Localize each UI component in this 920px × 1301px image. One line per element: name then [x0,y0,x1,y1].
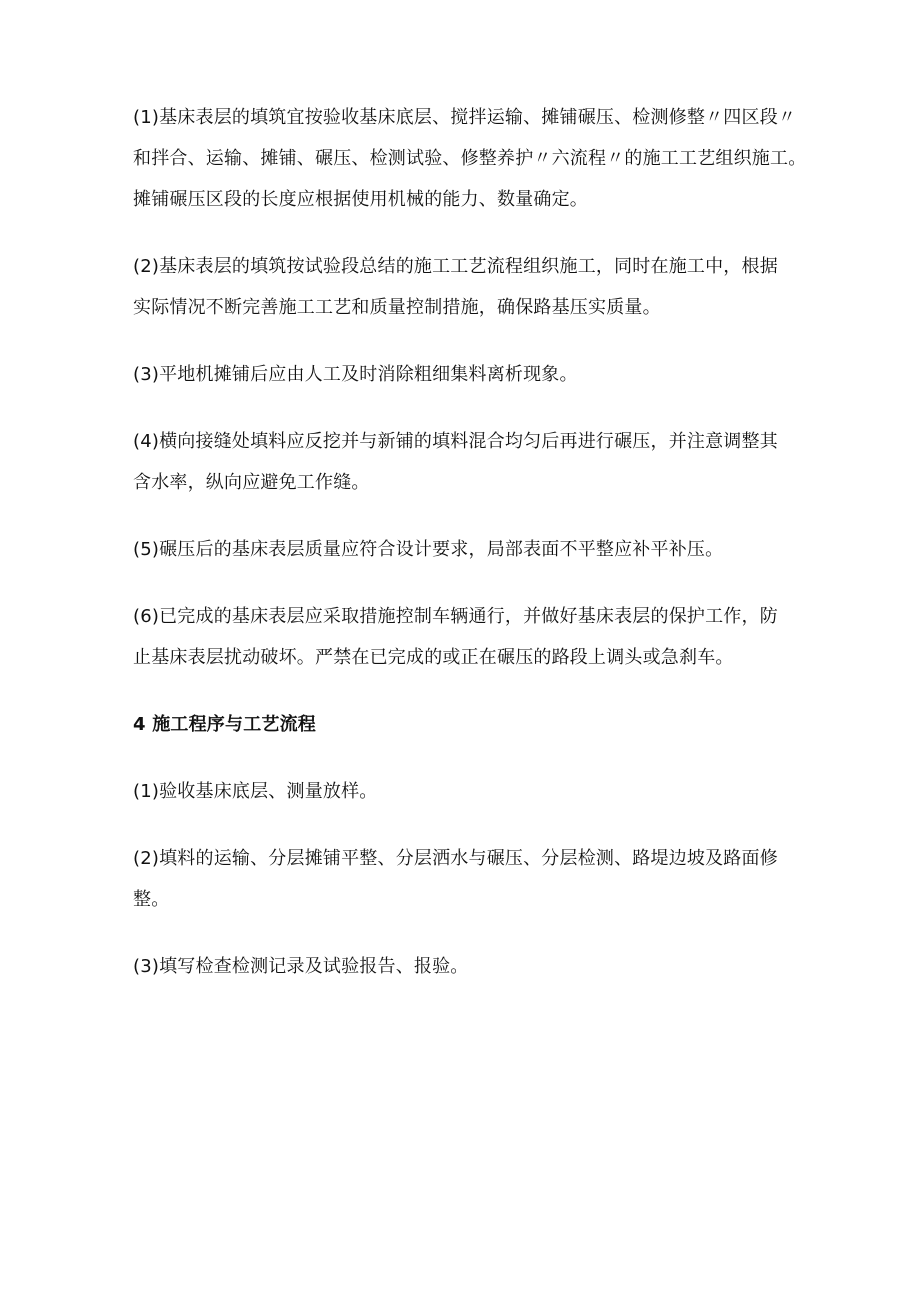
paragraph-line: (3)填写检查检测记录及试验报告、报验。 [133,956,469,977]
step-1 [133,771,803,812]
paragraph-2 [133,246,803,328]
paragraph-1 [133,97,807,220]
paragraph-line: 止基床表层扰动破坏。严禁在已完成的或正在碾压的路段上调头或急刹车。 [133,647,734,668]
paragraph-line: (3)平地机摊铺后应由人工及时消除粗细集料离析现象。 [133,364,578,385]
paragraph-5 [133,529,803,570]
section-heading: 4 施工程序与工艺流程 [133,714,316,735]
paragraph-line: (2)基床表层的填筑按试验段总结的施工工艺流程组织施工，同时在施工中，根据 [133,256,778,277]
step-3 [133,946,803,987]
paragraph-6 [133,596,803,678]
paragraph-line: (6)已完成的基床表层应采取措施控制车辆通行，并做好基床表层的保护工作，防 [133,606,778,627]
step-2 [133,838,803,920]
paragraph-line: 整。 [133,889,170,910]
paragraph-line: (2)填料的运输、分层摊铺平整、分层洒水与碾压、分层检测、路堤边坡及路面修 [133,848,778,869]
paragraph-line: 和拌合、运输、摊铺、碾压、检测试验、修整养护〃六流程〃的施工工艺组织施工。 [133,148,807,169]
paragraph-3 [133,354,803,395]
paragraph-line: 摊铺碾压区段的长度应根据使用机械的能力、数量确定。 [133,189,588,210]
paragraph-line: (5)碾压后的基床表层质量应符合设计要求，局部表面不平整应补平补压。 [133,539,724,560]
paragraph-line: (1)验收基床底层、测量放样。 [133,781,378,802]
paragraph-line: 含水率，纵向应避免工作缝。 [133,472,370,493]
paragraph-line: 实际情况不断完善施工工艺和质量控制措施，确保路基压实质量。 [133,297,661,318]
paragraph-line: (4)横向接缝处填料应反挖并与新铺的填料混合均匀后再进行碾压，并注意调整其 [133,431,778,452]
paragraph-4 [133,421,803,503]
paragraph-line: (1)基床表层的填筑宜按验收基床底层、搅拌运输、摊铺碾压、检测修整〃四区段〃 [133,107,797,128]
document-body [133,97,807,1013]
